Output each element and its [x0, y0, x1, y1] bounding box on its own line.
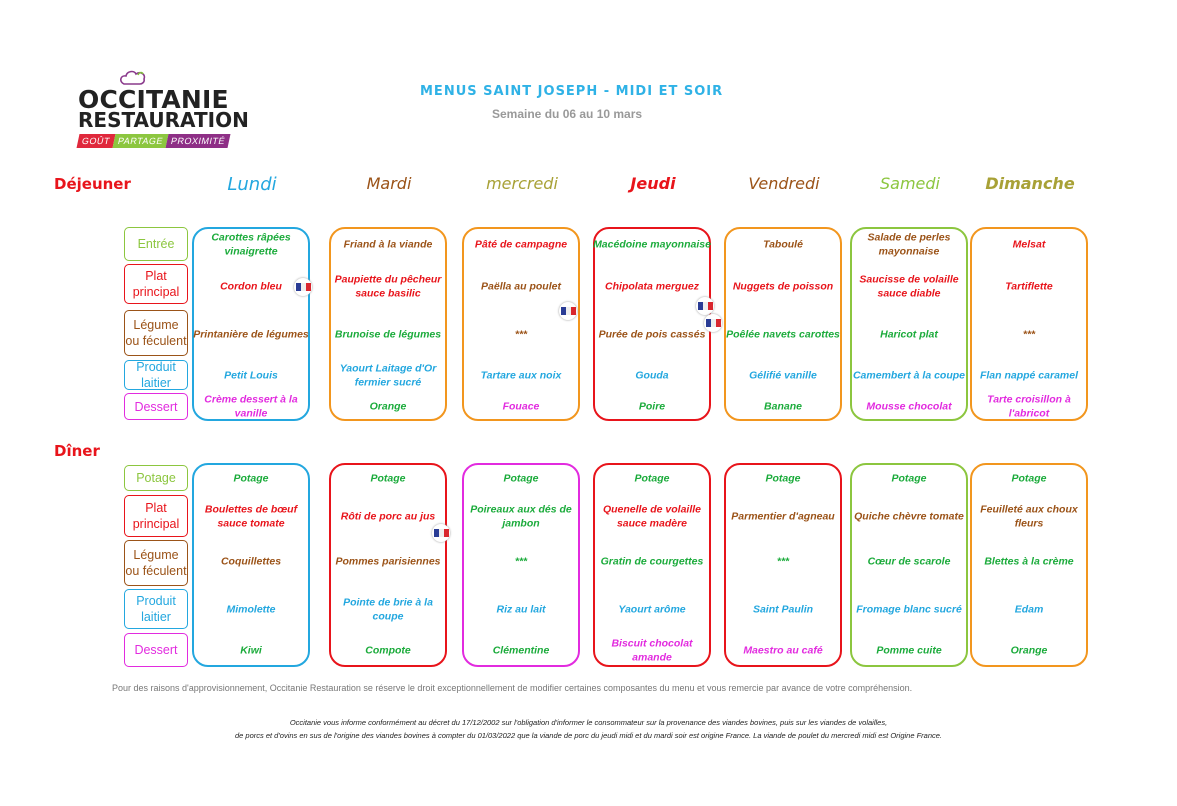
dinner-category-3: Produit laitier — [124, 589, 188, 629]
day-header-2: mercredi — [486, 174, 558, 193]
lunch-column-dimanche — [970, 227, 1088, 421]
lunch-item-2-0: Pâté de campagne — [474, 238, 568, 251]
dinner-item-0-2: Coquillettes — [220, 555, 282, 568]
lunch-column-mercredi — [462, 227, 580, 421]
dinner-item-0-0: Potage — [233, 472, 269, 485]
dinner-item-4-3: Saint Paulin — [752, 603, 814, 616]
lunch-item-3-4: Poire — [638, 400, 666, 413]
page-title: MENUS SAINT JOSEPH - MIDI ET SOIR — [420, 84, 724, 99]
lunch-item-1-4: Orange — [369, 400, 407, 413]
logo-tag-1: GOÛT — [77, 134, 116, 148]
logo-tag-2: PARTAGE — [113, 134, 169, 148]
dinner-item-2-1: Poireaux aux dés de jambon — [470, 503, 572, 529]
lunch-item-2-2: *** — [514, 328, 528, 341]
origin-france-badge-icon — [294, 278, 312, 296]
dinner-item-1-3: Pointe de brie à la coupe — [343, 596, 433, 622]
lunch-item-4-0: Taboulé — [763, 238, 803, 251]
occitanie-logo — [78, 70, 260, 152]
origin-france-badge-icon — [696, 297, 714, 315]
lunch-item-6-2: *** — [1022, 328, 1036, 341]
logo-line-1: OCCITANIE — [78, 85, 229, 114]
lunch-item-2-4: Fouace — [502, 400, 540, 413]
origin-france-badge-icon — [432, 524, 450, 542]
lunch-item-0-1: Cordon bleu — [220, 280, 282, 293]
dinner-item-4-4: Maestro au café — [743, 644, 823, 657]
day-header-1: Mardi — [366, 174, 412, 193]
lunch-item-5-0: Salade de perles mayonnaise — [867, 231, 951, 257]
lunch-item-0-2: Printanière de légumes — [193, 328, 309, 341]
lunch-label: Déjeuner — [54, 175, 131, 193]
legal-line-1: Occitanie vous informe conformément au décret du 17/12/2002 sur l'obligation d'informer le consommateur sur la provenance des viandes bovines, puis sur les viandes de volailles, — [289, 718, 888, 727]
dinner-item-3-3: Yaourt arôme — [618, 603, 686, 616]
dinner-item-6-0: Potage — [1011, 472, 1047, 485]
lunch-item-4-2: Poêlée navets carottes — [726, 328, 840, 341]
dinner-item-6-3: Edam — [1014, 603, 1044, 616]
legal-line-2: de porcs et d'ovins en sus de l'origine des viandes bovines à compter du 01/03/2022 que la viande de porc du jeudi midi et du mardi soir est origine France. La viande de poulet du mercredi midi est Origine France. — [234, 731, 943, 740]
legal-notice — [0, 716, 1177, 742]
lunch-category-1: Plat principal — [124, 264, 188, 304]
lunch-item-1-3: Yaourt Laitage d'Or fermier sucré — [339, 362, 437, 388]
dinner-item-2-4: Clémentine — [492, 644, 550, 657]
dinner-category-1: Plat principal — [124, 495, 188, 537]
lunch-item-6-3: Flan nappé caramel — [979, 369, 1079, 382]
logo-tag-3: PROXIMITÉ — [166, 134, 231, 148]
lunch-item-4-4: Banane — [764, 400, 802, 413]
dinner-item-5-4: Pomme cuite — [876, 644, 942, 657]
logo-line-2: RESTAURATION — [78, 108, 249, 132]
dinner-item-6-2: Blettes à la crème — [984, 555, 1074, 568]
lunch-item-3-2: Purée de pois cassés — [598, 328, 706, 341]
dinner-item-1-1: Rôti de porc au jus — [340, 510, 436, 523]
lunch-item-2-1: Paëlla au poulet — [481, 280, 561, 293]
lunch-item-0-0: Carottes râpées vinaigrette — [211, 231, 291, 257]
chef-hat-icon — [118, 70, 148, 86]
dinner-item-3-2: Gratin de courgettes — [600, 555, 704, 568]
lunch-column-jeudi — [593, 227, 711, 421]
dinner-item-5-1: Quiche chèvre tomate — [854, 510, 964, 523]
lunch-item-3-3: Gouda — [635, 369, 669, 382]
lunch-category-3: Produit laitier — [124, 360, 188, 390]
dinner-item-0-3: Mimolette — [226, 603, 276, 616]
dinner-item-4-1: Parmentier d'agneau — [731, 510, 835, 523]
lunch-item-3-0: Macédoine mayonnaise — [593, 238, 711, 251]
day-header-0: Lundi — [227, 174, 277, 195]
dinner-item-5-2: Cœur de scarole — [867, 555, 951, 568]
dinner-item-3-1: Quenelle de volaille sauce madère — [602, 503, 702, 529]
dinner-item-6-1: Feuilleté aux choux fleurs — [980, 503, 1078, 529]
day-header-3: Jeudi — [630, 174, 676, 193]
lunch-item-1-2: Brunoise de légumes — [334, 328, 442, 341]
dinner-item-3-4: Biscuit chocolat amande — [611, 637, 693, 663]
dinner-item-2-3: Riz au lait — [496, 603, 546, 616]
dinner-item-0-4: Kiwi — [240, 644, 262, 657]
page-subtitle: Semaine du 06 au 10 mars — [492, 107, 643, 121]
dinner-item-5-0: Potage — [891, 472, 927, 485]
lunch-item-1-0: Friand à la viande — [343, 238, 433, 251]
lunch-item-5-3: Camembert à la coupe — [852, 369, 966, 382]
lunch-category-2: Légume ou féculent — [124, 310, 188, 356]
dinner-item-4-2: *** — [776, 555, 790, 568]
dinner-category-0: Potage — [124, 465, 188, 491]
lunch-item-5-4: Mousse chocolat — [866, 400, 952, 413]
day-header-5: Samedi — [880, 174, 940, 193]
supply-disclaimer: Pour des raisons d'approvisionnement, Occitanie Restauration se réserve le droit exceptionnellement de modifier certaines composantes du menu et vous remercie par avance de votre compréhension. — [112, 683, 913, 693]
dinner-label: Dîner — [54, 442, 100, 460]
lunch-item-0-3: Petit Louis — [224, 369, 278, 382]
lunch-item-4-3: Gélifié vanille — [749, 369, 817, 382]
day-header-6: Dimanche — [985, 174, 1075, 193]
lunch-column-vendredi — [724, 227, 842, 421]
lunch-item-5-2: Haricot plat — [880, 328, 938, 341]
dinner-item-2-2: *** — [514, 555, 528, 568]
lunch-column-mardi — [329, 227, 447, 421]
dinner-item-1-2: Pommes parisiennes — [335, 555, 441, 568]
dinner-item-4-0: Potage — [765, 472, 801, 485]
dinner-item-1-4: Compote — [365, 644, 411, 657]
lunch-item-3-1: Chipolata merguez — [605, 280, 699, 293]
lunch-category-0: Entrée — [124, 227, 188, 261]
lunch-item-4-1: Nuggets de poisson — [732, 280, 834, 293]
dinner-item-2-0: Potage — [503, 472, 539, 485]
dinner-item-3-0: Potage — [634, 472, 670, 485]
dinner-item-6-4: Orange — [1010, 644, 1048, 657]
day-header-4: Vendredi — [748, 174, 820, 193]
dinner-item-1-0: Potage — [370, 472, 406, 485]
origin-france-badge-icon — [559, 302, 577, 320]
dinner-item-0-1: Boulettes de bœuf sauce tomate — [204, 503, 298, 529]
dinner-item-5-3: Fromage blanc sucré — [856, 603, 962, 616]
lunch-category-4: Dessert — [124, 393, 188, 420]
lunch-item-6-0: Melsat — [1012, 238, 1046, 251]
lunch-item-2-3: Tartare aux noix — [480, 369, 562, 382]
lunch-item-6-4: Tarte croisillon à l'abricot — [987, 393, 1071, 419]
dinner-category-2: Légume ou féculent — [124, 540, 188, 586]
lunch-item-6-1: Tartiflette — [1005, 280, 1053, 293]
origin-france-badge-icon — [704, 314, 722, 332]
lunch-item-1-1: Paupiette du pêcheur sauce basilic — [334, 273, 442, 299]
dinner-category-4: Dessert — [124, 633, 188, 667]
lunch-item-5-1: Saucisse de volaille sauce diable — [859, 273, 959, 299]
lunch-item-0-4: Crème dessert à la vanille — [204, 393, 298, 419]
